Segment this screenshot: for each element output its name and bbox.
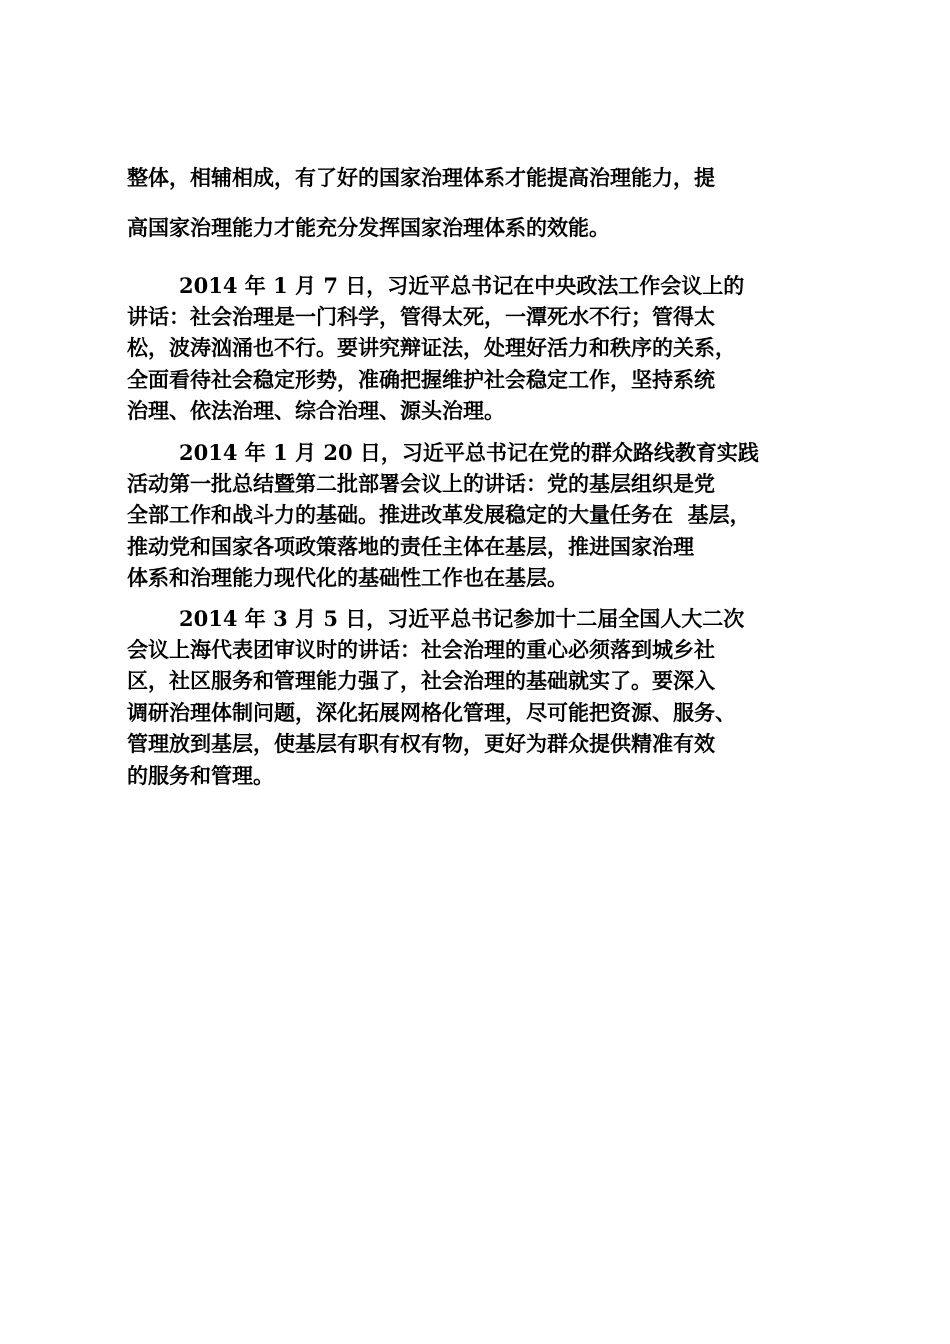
text-line: 全面看待社会稳定形势，准确把握维护社会稳定工作，坚持系统	[127, 367, 715, 392]
month: 3	[273, 606, 288, 631]
day: 20	[323, 440, 353, 465]
entry-paragraph-2014-01-20	[127, 437, 839, 595]
lead-rest: 日，习近平总书记在中央政法工作会议上的	[345, 274, 745, 298]
entry-lead-line	[127, 270, 839, 302]
lead-rest: 日，习近平总书记参加十二届全国人大二次	[345, 607, 745, 631]
text-line: 调研治理体制问题，深化拓展网格化管理，尽可能把资源、服务、	[127, 700, 736, 725]
text-line: 管理放到基层，使基层有职有权有物，更好为群众提供精准有效	[127, 732, 715, 756]
text-line: 会议上海代表团审议时的讲话：社会治理的重心必须落到城乡社	[127, 637, 715, 662]
text-line: 活动第一批总结暨第二批部署会议上的讲话：党的基层组织是党	[127, 471, 715, 496]
text-line: 整体，相辅相成，有了好的国家治理体系才能提高治理能力，提	[127, 166, 715, 190]
month-char: 月	[295, 607, 317, 631]
entry-lead-line	[127, 603, 839, 635]
text-line: 治理、依法治理、综合治理、源头治理。	[127, 399, 505, 423]
text-line: 讲话：社会治理是一门科学，管得太死，一潭死水不行；管得太	[127, 304, 715, 329]
text-line: 全部工作和战斗力的基础。推进改革发展稳定的大量任务在 基层，	[127, 503, 751, 527]
text-line: 的服务和管理。	[127, 763, 274, 788]
month: 1	[273, 440, 288, 465]
entry-lead-line	[127, 437, 839, 469]
month-char: 月	[295, 274, 317, 298]
text-line: 推动党和国家各项政策落地的责任主体在基层，推进国家治理	[127, 534, 694, 559]
continuation-paragraph	[127, 162, 839, 262]
month: 1	[273, 273, 288, 298]
month-char: 月	[295, 441, 317, 465]
day: 7	[323, 273, 338, 298]
year: 2014	[179, 273, 238, 298]
year: 2014	[179, 440, 238, 465]
year: 2014	[179, 606, 238, 631]
lead-rest: 日，习近平总书记在党的群众路线教育实践	[359, 441, 759, 465]
year-char: 年	[244, 441, 266, 465]
year-char: 年	[244, 607, 266, 631]
entry-paragraph-2014-03-05	[127, 603, 839, 792]
day: 5	[323, 606, 338, 631]
text-line: 高国家治理能力才能充分发挥国家治理体系的效能。	[127, 216, 610, 240]
text-line: 体系和治理能力现代化的基础性工作也在基层。	[127, 566, 568, 590]
year-char: 年	[244, 274, 266, 298]
text-line: 区，社区服务和管理能力强了，社会治理的基础就实了。要深入	[127, 669, 715, 693]
entry-paragraph-2014-01-07	[127, 270, 839, 428]
text-line: 松，波涛汹涌也不行。要讲究辩证法，处理好活力和秩序的关系，	[127, 336, 736, 360]
